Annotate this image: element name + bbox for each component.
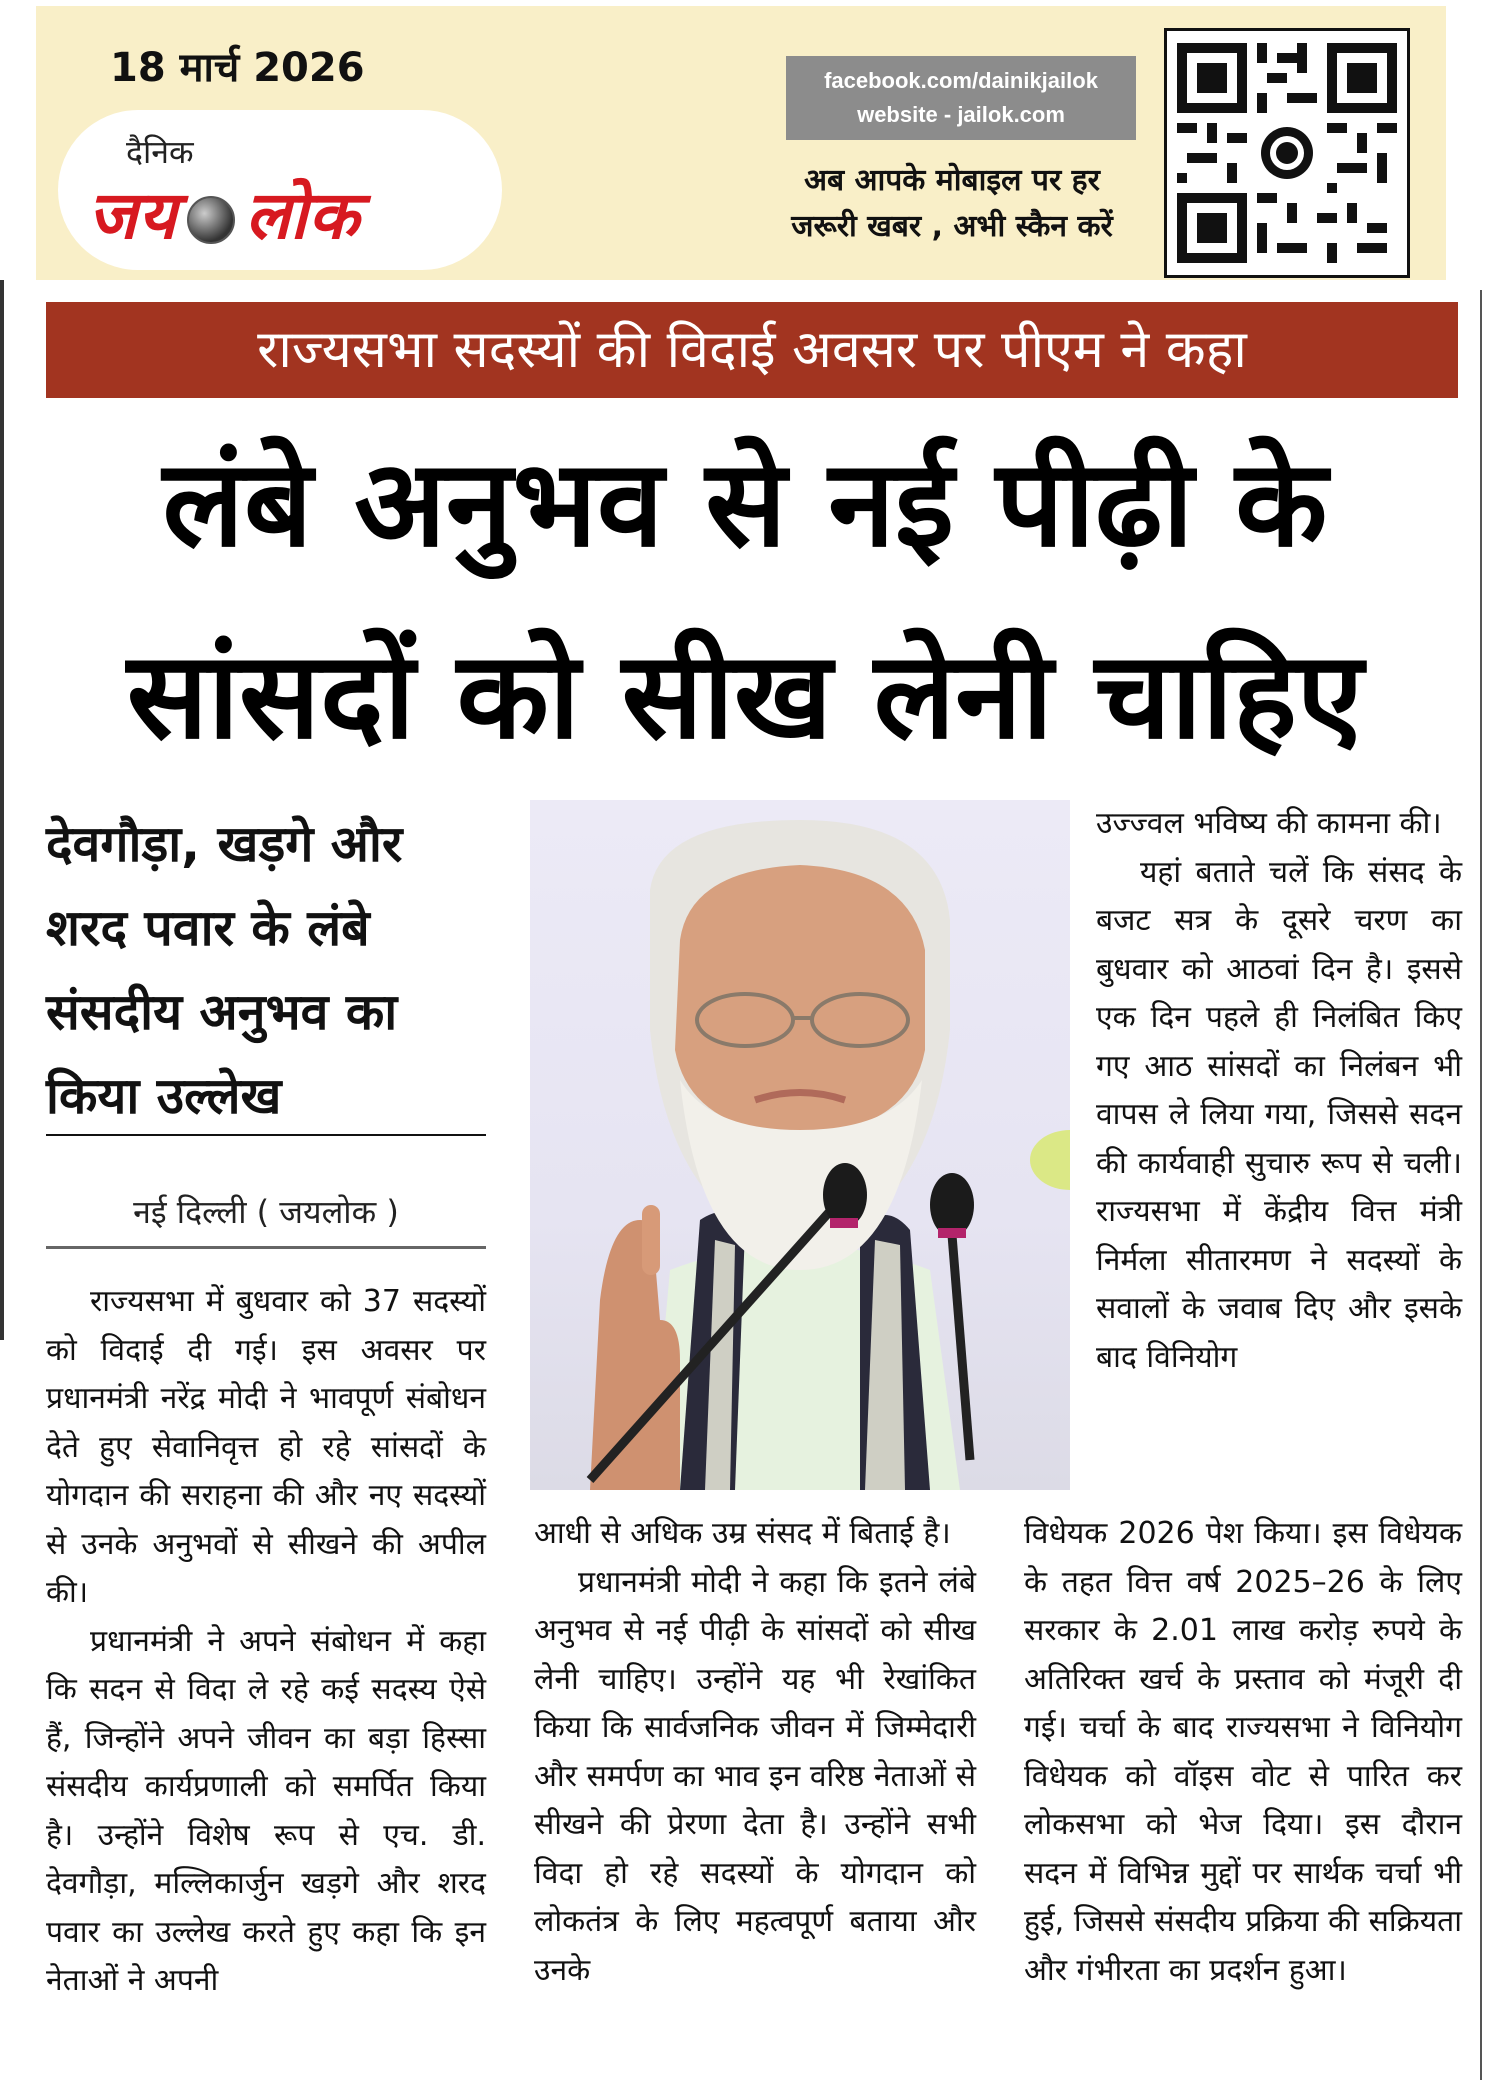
paragraph: उज्ज्वल भविष्य की कामना की। — [1096, 806, 1442, 841]
speaker-photo-illustration — [530, 800, 1070, 1490]
logo-prefix: दैनिक — [126, 133, 194, 171]
dateline: नई दिल्ली ( जयलोक ) — [133, 1193, 399, 1231]
masthead — [36, 6, 1446, 280]
logo-word-1: जय — [88, 177, 178, 254]
news-photo — [530, 800, 1070, 1490]
article-column-3-bottom — [1024, 1510, 1462, 1995]
paragraph: प्रधानमंत्री मोदी ने कहा कि इतने लंबे अनुभव से नई पीढ़ी के सांसदों को सीख लेनी चाहिए। उन्होंने यह भी रेखांकित किया कि सार्वजनिक जीवन में जिम्मेदारी और समर्पण का भाव इन वरिष्ठ नेताओं से सीखने की प्रेरणा देता है। उन्होंने सभी विदा हो रहे सदस्यों के योगदान को लोकतंत्र के लिए महत्वपूर्ण बताया और उनके — [534, 1564, 976, 1988]
qr-code-icon[interactable] — [1164, 28, 1410, 278]
promo-line-1: अब आपके मोबाइल पर हर — [804, 163, 1100, 198]
headline-line-1: लंबे अनुभव से नई पीढ़ी के — [162, 435, 1328, 574]
story-kicker: राज्यसभा सदस्यों की विदाई अवसर पर पीएम ने कहा — [46, 302, 1458, 398]
divider — [46, 1246, 486, 1249]
globe-icon — [187, 196, 235, 244]
social-links-box — [786, 56, 1136, 140]
logo-wordmark — [88, 168, 360, 258]
facebook-link[interactable]: facebook.com/dainikjailok — [824, 68, 1098, 93]
paragraph: आधी से अधिक उम्र संसद में बिताई है। — [534, 1516, 951, 1551]
column-edge-rule — [1480, 290, 1482, 2080]
website-link[interactable]: website - jailok.com — [857, 102, 1065, 127]
headline-line-2: सांसदों को सीख लेनी चाहिए — [126, 627, 1364, 766]
paragraph: विधेयक 2026 पेश किया। इस विधेयक के तहत वित्त वर्ष 2025–26 के लिए सरकार के 2.01 लाख करोड़ रुपये के अतिरिक्त खर्च के प्रस्ताव को मंजूरी दी गई। चर्चा के बाद राज्यसभा ने विनियोग विधेयक को वॉइस वोट से पारित कर लोकसभा को भेज दिया। इस दौरान सदन में विभिन्न मुद्दों पर सार्थक चर्चा भी हुई, जिससे संसदीय प्रक्रिया की सक्रियता और गंभीरता का प्रदर्शन हुआ। — [1024, 1516, 1462, 1988]
article-column-1 — [46, 1278, 486, 2006]
article-column-2 — [534, 1510, 976, 1995]
paragraph: प्रधानमंत्री ने अपने संबोधन में कहा कि सदन से विदा ले रहे कई सदस्य ऐसे हैं, जिन्होंने अपने जीवन का बड़ा हिस्सा संसदीय कार्यप्रणाली को समर्पित किया है। उन्होंने विशेष रूप से एच. डी. देवगौड़ा, मल्लिकार्जुन खड़गे और शरद पवार का उल्लेख करते हुए कहा कि इन नेताओं ने अपनी — [46, 1623, 486, 1998]
qr-promo-text — [742, 158, 1162, 250]
newspaper-logo — [58, 110, 502, 270]
divider — [46, 1134, 486, 1136]
promo-line-2: जरूरी खबर , अभी स्कैन करें — [791, 209, 1113, 244]
page-edge-rule — [0, 280, 4, 1340]
issue-date: 18 मार्च 2026 — [110, 45, 365, 91]
qr-code-graphic — [1177, 41, 1397, 265]
subheadline: देवगौड़ा, खड़गे और शरद पवार के लंबे संसदीय अनुभव का किया उल्लेख — [46, 815, 403, 1125]
paragraph: यहां बताते चलें कि संसद के बजट सत्र के दूसरे चरण का बुधवार को आठवां दिन है। इससे एक दिन पहले ही निलंबित किए गए आठ सांसदों का निलंबन भी वापस ले लिया गया, जिससे सदन की कार्यवाही सुचारु रूप से चली। राज्यसभा में केंद्रीय वित्त मंत्री निर्मला सीतारमण ने सदस्यों के सवालों के जवाब दिए और इसके बाद विनियोग — [1096, 854, 1462, 1375]
article-column-3-top — [1096, 800, 1462, 1382]
paragraph: राज्यसभा में बुधवार को 37 सदस्यों को विदाई दी गई। इस अवसर पर प्रधानमंत्री नरेंद्र मोदी ने भावपूर्ण संबोधन देते हुए सेवानिवृत्त हो रहे सांसदों के योगदान की सराहना की और नए सदस्यों से उनके अनुभवों से सीखने की अपील की। — [46, 1284, 486, 1610]
logo-word-2: लोक — [245, 177, 360, 254]
